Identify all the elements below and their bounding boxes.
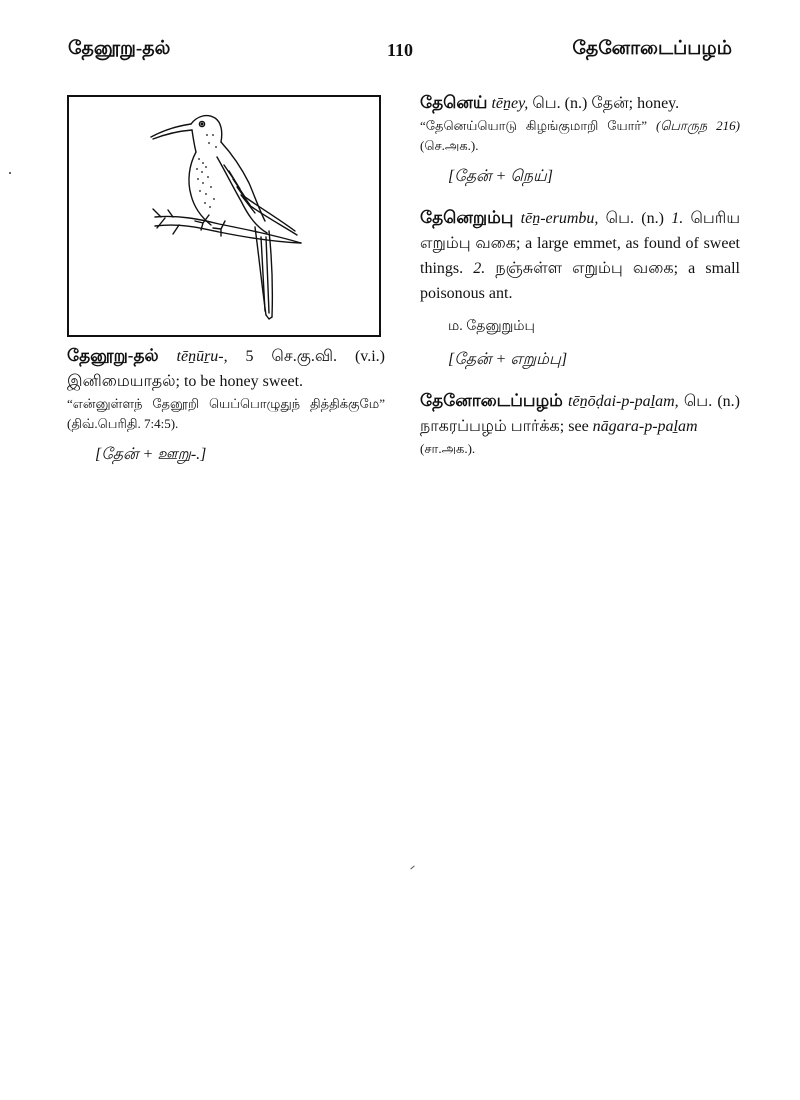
entry-tenerumbu (420, 205, 740, 372)
cross-reference: nāgara-p-paḻam (592, 418, 698, 435)
sense-number: 2. (473, 260, 486, 277)
definition-tamil: இனிமையாதல்; (67, 373, 180, 390)
citation-source: (பொருந 216) (655, 118, 740, 133)
quotation: “தேனெய்யொடு கிழங்குமாறி யோர்” (420, 118, 647, 133)
running-header-left: தேனூறு-தல் (68, 38, 171, 59)
headword: தேனோடைப்பழம் (420, 391, 563, 410)
right-column (420, 90, 740, 459)
bird-illustration-icon (69, 97, 379, 335)
sense-number: 1. (671, 210, 684, 227)
entry-tenuru (67, 343, 385, 467)
abbreviation: (செ.அக.). (420, 138, 479, 153)
headword: தேனெறும்பு (420, 208, 514, 227)
headword: தேனூறு-தல் (67, 346, 159, 365)
page-number: 110 (386, 40, 413, 60)
quotation: “என்னுள்ளந் தேனூறி யெப்பொழுதுந் தித்திக்குமே” (67, 396, 385, 411)
citation-source: (திவ்.பெரிதி. 7:4:5). (67, 416, 179, 431)
entry-teney (420, 90, 740, 189)
transliteration: tēṉey, (491, 95, 529, 112)
definition-english: see (568, 418, 589, 435)
transliteration: tēṉ-erumbu, (520, 210, 599, 227)
grammar: 5 செ.கு.வி. (v.i.) (245, 348, 385, 365)
figure-frame (67, 95, 381, 337)
grammar: பெ. (n.) (605, 210, 664, 227)
sense-english: a large emmet, as found of sweet things. (420, 235, 740, 277)
sense-tamil: நஞ்சுள்ள எறும்பு வகை; (495, 260, 679, 277)
definition-tamil: தேன்; (591, 95, 634, 112)
running-header-right: தேனோடைப்பழம் (572, 38, 732, 59)
definition-english: honey. (637, 95, 680, 112)
entry-tenodai (420, 388, 740, 459)
sense-tamil: பெரிய எறும்பு வகை; (420, 210, 741, 252)
grammar: பெ. (n.) (532, 95, 588, 112)
grammar: பெ. (n.) (683, 393, 740, 410)
etymology: [தேன் + நெய்] (448, 168, 553, 185)
etymology: [தேன் + எறும்பு] (448, 351, 568, 368)
cognate: ம. தேனுறும்பு (448, 319, 535, 334)
left-column (67, 343, 385, 467)
sense-english: a small poisonous ant. (420, 260, 740, 302)
etymology: [தேன் + ஊறு-.] (95, 446, 207, 463)
transliteration: tēṉūṟu-, (176, 348, 228, 365)
definition-tamil: நாகரப்பழம் பார்க்க; (420, 418, 565, 435)
scan-speck (9, 172, 11, 174)
transliteration: tēṉōḍai-p-paḻam, (568, 393, 679, 410)
headword: தேனெய் (420, 93, 488, 112)
scan-mark (410, 866, 414, 870)
abbreviation: (சா.அக.). (420, 441, 476, 456)
definition-english: to be honey sweet. (183, 373, 304, 390)
